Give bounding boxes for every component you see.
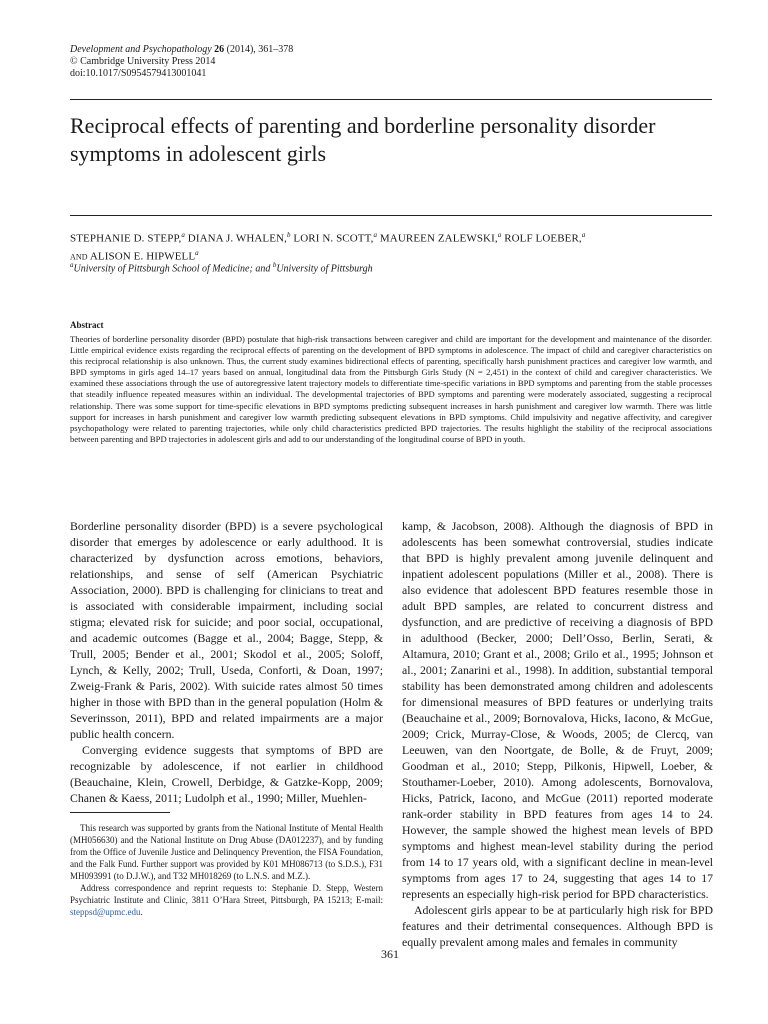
header-rule	[70, 99, 712, 100]
funding-note: This research was supported by grants from the National Institute of Mental Health (MH056630) and the National Institute on Drug Abuse (DA012237), and by funding from the Office of Juvenile Justice and Delinquency Prevention, the FISA Foundation, and the Falk Fund. Further support was provided by K01 MH086713 (to S.D.S.), F31 MH093991 (to D.J.W.), and T32 MH018269 (to L.N.S. and M.Z.).	[70, 823, 383, 881]
body-paragraph: kamp, & Jacobson, 2008). Although the diagnosis of BPD in adolescents has been somewhat controversial, studies indicate that BPD is highly prevalent among juvenile delinquent and inpatient adolescent populations (Miller et al., 2008). There is also evidence that adolescent BPD features resemble those in adult BPD samples, are related to concurrent distress and dysfunction, and are predictive of receiving a diagnosis of BPD in adulthood (Becker, 2000; Dell’Osso, Berlin, Serati, & Altamura, 2010; Grant et al., 2008; Grilo et al., 1995; Johnson et al., 2001; Zanarini et al., 1998). In addition, substantial temporal stability has been demonstrated among children and adolescents for dimensional measures of BPD features or underlying traits (Beauchaine et al., 2009; Bornovalova, Hicks, Iacono, & McGue, 2009; Crick, Murray-Close, & Woods, 2005; de Clercq, van Leeuwen, van den Noortgate, de Bolle, & de Fruyt, 2009; Goodman et al., 2010; Stepp, Pilkonis, Hipwell, Loeber, & Stouthamer-Loeber, 2010). Among adolescents, Bornovalova, Hicks, Patrick, Iacono, and McGue (2011) reported moderate rank-order stability in BPD features from ages 14 to 24. However, the sample showed the highest mean levels of BPD symptoms and highest mean-level stability during the period from 14 to 17 years old, with a significant decline in mean-level symptoms from ages 17 to 24, suggesting that ages 14 to 17 represents an especially high-risk period for BPD characteristics.	[402, 519, 713, 901]
abstract-heading: Abstract	[70, 320, 104, 330]
author-name: ROLF LOEBER,	[504, 232, 582, 245]
author-affil-sup: a	[373, 231, 378, 239]
body-column-right	[402, 518, 713, 950]
author-conjunction: and	[70, 250, 88, 263]
affiliations	[70, 261, 710, 274]
author-line-1	[70, 228, 710, 246]
email-link[interactable]: steppsd@upmc.edu	[70, 907, 141, 917]
article-title: Reciprocal effects of parenting and borderline personality disorder symptoms in adolescent girls	[70, 113, 656, 166]
affil-sup-a: a	[70, 261, 74, 269]
title-rule	[70, 215, 712, 216]
author-name: STEPHANIE D. STEPP,	[70, 232, 182, 245]
author-list	[70, 228, 710, 263]
journal-citation	[70, 44, 293, 56]
author-affil-sup: a	[195, 248, 199, 257]
affil-sup-b: b	[272, 261, 277, 269]
journal-volume: 26	[214, 44, 225, 55]
body-paragraph: Adolescent girls appear to be at particularly high risk for BPD features and their detrimental consequences. Although BPD is equally prevalent among males and females in community	[402, 903, 713, 949]
author-affil-sup: b	[286, 231, 291, 239]
body-paragraph: Converging evidence suggests that symptoms of BPD are recognizable by adolescence, if not earlier in childhood (Beauchaine, Klein, Crowell, Derbidge, & Gatzke-Kopp, 2009; Chanen & Kaess, 2011; Ludolph et al., 1990; Miller, Muehlen-	[70, 743, 383, 805]
correspondence-end: .	[140, 907, 143, 917]
affil-text-a: University of Pittsburgh School of Medicine; and	[73, 263, 273, 275]
correspondence-text: Address correspondence and reprint requests to: Stephanie D. Stepp, Western Psychiatric Institute and Clinic, 3811 O’Hara Street, Pittsburgh, PA 15213; E-mail:	[70, 883, 383, 905]
author-name: LORI N. SCOTT,	[293, 232, 374, 245]
journal-header	[70, 44, 293, 80]
author-name: DIANA J. WHALEN,	[187, 232, 287, 245]
abstract-text: Theories of borderline personality disorder (BPD) postulate that high-risk transactions between caregiver and child are important for the development and maintenance of the disorder. Little empirical evidence exists regarding the reciprocal effects of parenting on the development of BPD symptoms in adolescence. The impact of child and caregiver characteristics on this reciprocal relationship is also unknown. Thus, the current study examines bidirectional effects of parenting, specifically harsh punishment practices and caregiver low warmth, and BPD symptoms in girls aged 14–17 years based on annual, longitudinal data from the Pittsburgh Girls Study (N = 2,451) in the context of child and caregiver characteristics. We examined these associations through the use of autoregressive latent trajectory models to differentiate time-specific variations in BPD symptoms and parenting from the stable processes that steadily influence repeated measures within an individual. The developmental trajectories of BPD symptoms and parenting were moderately associated, suggesting a reciprocal relationship. There was some support for time-specific elevations in BPD symptoms predicting subsequent increases in harsh punishment and caregiver low warmth. There was little support for increases in harsh punishment and caregiver low warmth predicting subsequent elevations in BPD symptoms. Child impulsivity and negative affectivity, and caregiver psychopathology were related to parenting trajectories, while only child characteristics predicted BPD trajectories. The results highlight the stability of the reciprocal associations between parenting and BPD trajectories in adolescent girls and add to our understanding of the longitudinal course of BPD in youth.	[70, 334, 712, 444]
journal-year-pages: (2014), 361–378	[224, 44, 294, 55]
body-column-left	[70, 518, 383, 806]
correspondence-note	[70, 882, 383, 918]
author-affil-sup: a	[181, 231, 185, 239]
author-name: MAUREEN ZALEWSKI,	[379, 232, 498, 245]
body-paragraph: Borderline personality disorder (BPD) is a severe psychological disorder that emerges by adolescence or early adulthood. It is characterized by dysfunction across emotions, behaviors, relationships, and sense of self (American Psychiatric Association, 2000). BPD is challenging for clinicians to treat and is associated with considerable impairment, including social stigma; elevated risk for suicide; and poor social, occupational, and academic outcomes (Bagge et al., 2004; Bagge, Stepp, & Trull, 2005; Bender et al., 2001; Skodol et al., 2005; Soloff, Lynch, & Kelly, 2002; Trull, Useda, Conforti, & Doan, 1997; Zweig-Frank & Paris, 2002). With suicide rates almost 50 times higher in those with BPD than in the general population (Holm & Severinsson, 2011), BPD and related impairments are a major public health concern.	[70, 519, 383, 741]
affil-text-b: University of Pittsburgh	[276, 263, 373, 275]
footnote-rule	[70, 812, 170, 813]
author-affil-sup: a	[497, 231, 502, 239]
doi-line: doi:10.1017/S0954579413001041	[70, 68, 207, 79]
author-affil-sup: a	[581, 231, 586, 239]
footnote	[70, 822, 383, 918]
author-name: ALISON E. HIPWELL	[89, 250, 196, 263]
page-number: 361	[381, 947, 399, 961]
copyright-line: © Cambridge University Press 2014	[70, 56, 216, 67]
journal-name: Development and Psychopathology	[70, 44, 212, 55]
